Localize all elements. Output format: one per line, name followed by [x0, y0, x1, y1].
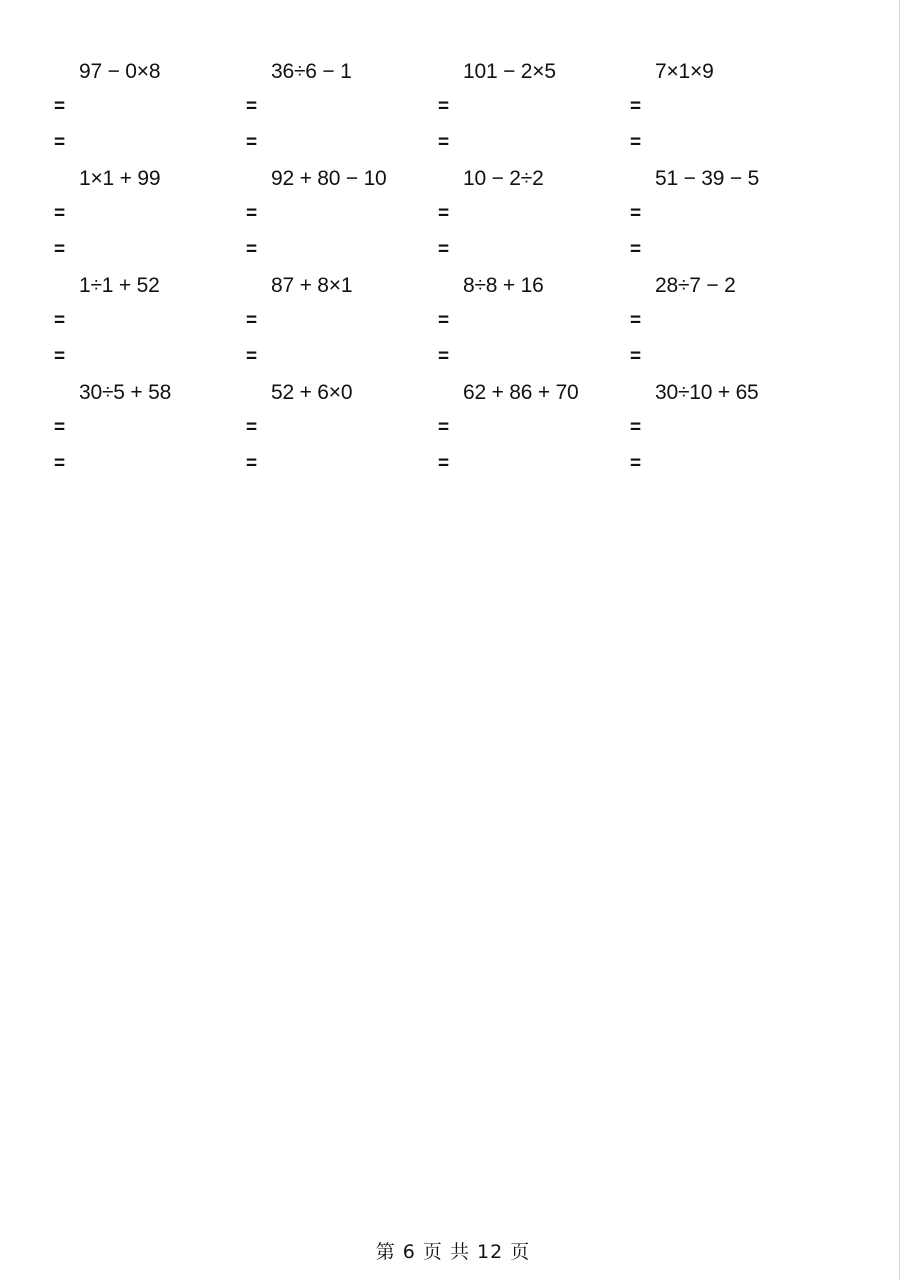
equals-sign: =	[54, 203, 66, 224]
equals-sign: =	[630, 346, 642, 367]
equals-sign: =	[438, 346, 450, 367]
problem-item	[244, 376, 434, 483]
problem-row-2	[52, 162, 832, 269]
page-number-footer: 第 6 页 共 12 页	[375, 1241, 531, 1263]
math-expression: 10 − 2÷2	[463, 167, 544, 190]
problem-item	[52, 376, 242, 483]
math-expression: 30÷5 + 58	[79, 381, 172, 404]
problem-item	[628, 269, 818, 376]
problem-item	[244, 55, 434, 162]
equals-sign: =	[630, 417, 642, 438]
equals-sign: =	[438, 453, 450, 474]
equals-sign: =	[246, 132, 258, 153]
math-expression: 7×1×9	[655, 60, 714, 83]
equals-sign: =	[246, 203, 258, 224]
page-edge-line	[899, 0, 900, 1280]
math-expression: 36÷6 − 1	[271, 60, 352, 83]
math-expression: 101 − 2×5	[463, 60, 556, 83]
problem-item	[436, 269, 626, 376]
equals-sign: =	[246, 310, 258, 331]
problem-item	[52, 162, 242, 269]
equals-sign: =	[630, 310, 642, 331]
equals-sign: =	[630, 96, 642, 117]
problem-row-3	[52, 269, 832, 376]
equals-sign: =	[246, 417, 258, 438]
problem-item	[436, 162, 626, 269]
problem-item	[52, 55, 242, 162]
math-expression: 52 + 6×0	[271, 381, 353, 404]
equals-sign: =	[54, 132, 66, 153]
equals-sign: =	[54, 310, 66, 331]
math-expression: 1×1 + 99	[79, 167, 161, 190]
equals-sign: =	[630, 203, 642, 224]
equals-sign: =	[246, 96, 258, 117]
problem-row-4	[52, 376, 832, 483]
problem-item	[52, 269, 242, 376]
equals-sign: =	[54, 453, 66, 474]
math-expression: 1÷1 + 52	[79, 274, 160, 297]
math-expression: 30÷10 + 65	[655, 381, 759, 404]
equals-sign: =	[54, 239, 66, 260]
equals-sign: =	[54, 417, 66, 438]
math-expression: 87 + 8×1	[271, 274, 353, 297]
equals-sign: =	[438, 417, 450, 438]
problem-grid	[52, 55, 832, 483]
equals-sign: =	[438, 132, 450, 153]
equals-sign: =	[438, 310, 450, 331]
problem-item	[436, 376, 626, 483]
equals-sign: =	[438, 96, 450, 117]
equals-sign: =	[630, 132, 642, 153]
math-expression: 97 − 0×8	[79, 60, 161, 83]
equals-sign: =	[246, 346, 258, 367]
math-expression: 62 + 86 + 70	[463, 381, 579, 404]
math-expression: 92 + 80 − 10	[271, 167, 387, 190]
equals-sign: =	[438, 239, 450, 260]
equals-sign: =	[246, 239, 258, 260]
equals-sign: =	[246, 453, 258, 474]
equals-sign: =	[438, 203, 450, 224]
problem-item	[244, 162, 434, 269]
equals-sign: =	[630, 239, 642, 260]
math-expression: 51 − 39 − 5	[655, 167, 760, 190]
problem-item	[628, 162, 818, 269]
math-expression: 28÷7 − 2	[655, 274, 736, 297]
problem-item	[244, 269, 434, 376]
problem-item	[628, 376, 818, 483]
equals-sign: =	[54, 96, 66, 117]
equals-sign: =	[630, 453, 642, 474]
problem-item	[628, 55, 818, 162]
problem-row-1	[52, 55, 832, 162]
problem-item	[436, 55, 626, 162]
math-expression: 8÷8 + 16	[463, 274, 544, 297]
equals-sign: =	[54, 346, 66, 367]
